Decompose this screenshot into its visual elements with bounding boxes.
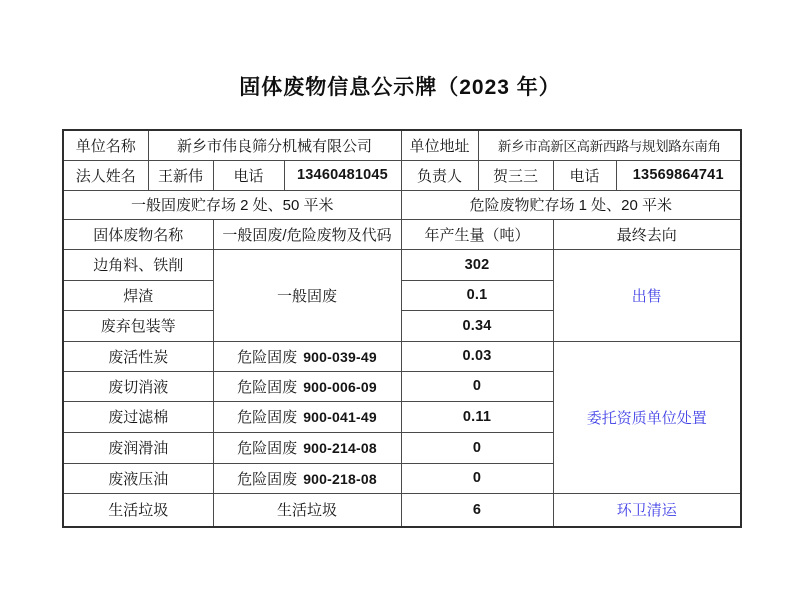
waste-name-cell: 废液压油	[63, 463, 213, 493]
waste-type-code-cell	[213, 371, 401, 401]
waste-code: 900-006-09	[303, 378, 377, 395]
waste-type-code-cell	[213, 463, 401, 493]
waste-type-code-cell: 生活垃圾	[213, 493, 401, 527]
page-title: 固体废物信息公示牌（2023 年）	[239, 76, 561, 99]
waste-notice-table	[62, 129, 742, 528]
waste-type: 危险固废	[237, 348, 298, 366]
waste-name-cell: 焊渣	[63, 280, 213, 310]
waste-amount-cell: 0.11	[401, 401, 553, 432]
waste-code: 900-214-08	[303, 440, 377, 456]
waste-amount-cell: 6	[401, 493, 553, 527]
waste-type-code-cell	[213, 401, 401, 432]
waste-type-code-cell	[213, 432, 401, 463]
waste-row	[63, 341, 741, 371]
waste-type: 危险固废	[237, 378, 298, 396]
header-type-code: 一般固废/危险废物及代码	[213, 219, 401, 249]
waste-row	[63, 249, 741, 280]
waste-name-cell: 废弃包装等	[63, 310, 213, 341]
waste-row	[63, 493, 741, 527]
waste-type: 危险固废	[237, 440, 298, 457]
waste-code: 900-218-08	[303, 470, 377, 487]
general-storage-info: 一般固废贮存场 2 处、50 平米	[63, 190, 401, 219]
waste-amount-cell: 0	[401, 371, 553, 401]
waste-name-cell: 生活垃圾	[63, 493, 213, 527]
waste-amount-cell: 0.1	[401, 280, 553, 310]
phone1-label: 电话	[213, 160, 284, 190]
contact-info-row	[63, 160, 741, 190]
phone1-value: 13460481045	[284, 160, 401, 190]
legal-person-value: 王新伟	[148, 160, 213, 190]
waste-name-cell: 废过滤棉	[63, 401, 213, 432]
waste-amount-cell: 0	[401, 463, 553, 493]
waste-type-code-cell	[213, 341, 401, 371]
manager-label: 负责人	[401, 160, 478, 190]
storage-info-row	[63, 190, 741, 219]
waste-name-cell: 边角料、铁削	[63, 249, 213, 280]
unit-info-row	[63, 130, 741, 160]
waste-amount-cell: 302	[401, 249, 553, 280]
waste-amount-cell: 0	[401, 432, 553, 463]
waste-type-cell: 一般固废	[213, 249, 401, 341]
waste-destination-cell: 委托资质单位处置	[553, 341, 741, 493]
manager-value: 贺三三	[478, 160, 553, 190]
waste-name-cell: 废润滑油	[63, 432, 213, 463]
unit-name-label: 单位名称	[63, 130, 148, 160]
header-destination: 最终去向	[553, 219, 741, 249]
waste-type: 危险固废	[237, 470, 298, 488]
waste-destination-cell: 出售	[553, 249, 741, 341]
header-waste-name: 固体废物名称	[63, 219, 213, 249]
unit-address-label: 单位地址	[401, 130, 478, 160]
waste-name-cell: 废切消液	[63, 371, 213, 401]
legal-person-label: 法人姓名	[63, 160, 148, 190]
hazard-storage-info: 危险废物贮存场 1 处、20 平米	[401, 190, 741, 219]
waste-type: 危险固废	[237, 409, 298, 426]
phone2-label: 电话	[553, 160, 616, 190]
header-annual-amount: 年产生量（吨）	[401, 219, 553, 249]
waste-name-cell: 废活性炭	[63, 341, 213, 371]
waste-destination-cell: 环卫清运	[553, 493, 741, 527]
waste-amount-cell: 0.03	[401, 341, 553, 371]
waste-code: 900-039-49	[303, 348, 377, 365]
phone2-value: 13569864741	[616, 160, 741, 190]
unit-address-value: 新乡市高新区高新西路与规划路东南角	[478, 130, 741, 160]
waste-amount-cell: 0.34	[401, 310, 553, 341]
waste-code: 900-041-49	[303, 409, 377, 425]
unit-name-value: 新乡市伟良筛分机械有限公司	[148, 130, 401, 160]
table-header-row	[63, 219, 741, 249]
